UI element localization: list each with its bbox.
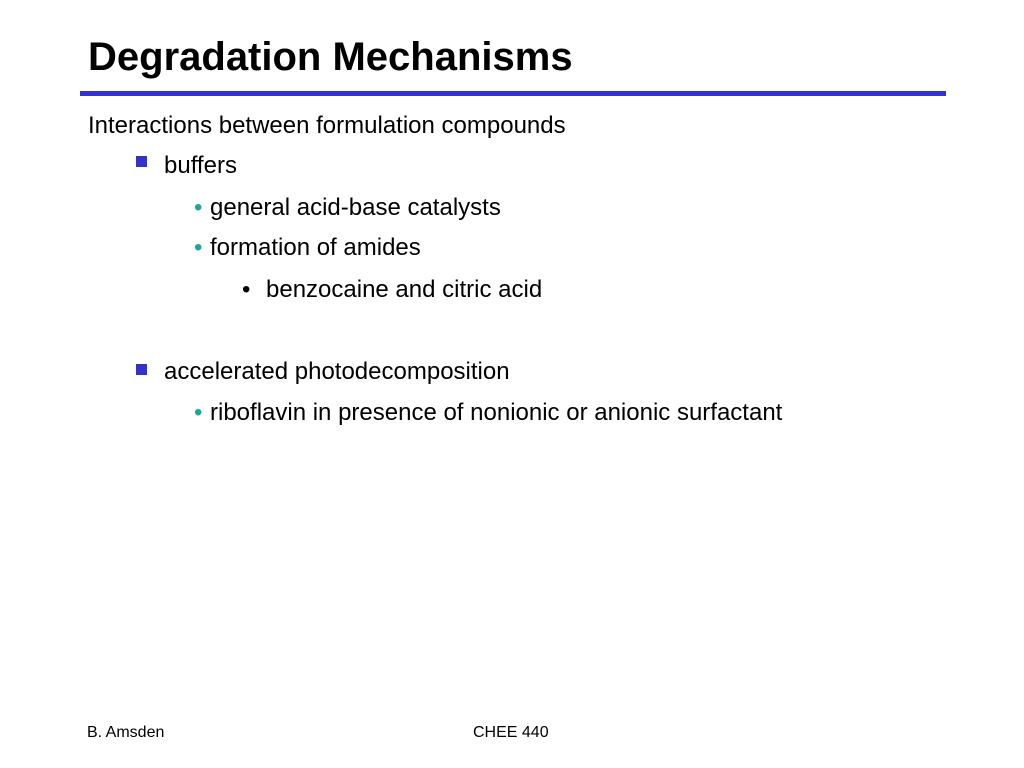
bullet-item-buffers: buffers: [164, 152, 237, 179]
subitem-acid-base: general acid-base catalysts: [210, 194, 501, 221]
dot-bullet-icon: •: [194, 399, 203, 426]
subitem-amides: formation of amides: [210, 234, 421, 261]
square-bullet-icon: [136, 364, 147, 375]
footer-course: CHEE 440: [473, 724, 549, 741]
subitem-riboflavin: riboflavin in presence of nonionic or anionic surfactant: [210, 399, 783, 426]
dot-bullet-icon: •: [194, 194, 203, 221]
footer-author: B. Amsden: [87, 724, 165, 741]
square-bullet-icon: [136, 156, 147, 167]
dot-bullet-icon: •: [242, 276, 251, 303]
dot-bullet-icon: •: [194, 234, 203, 261]
title-divider: [80, 91, 946, 96]
bullet-item-photodecomposition: accelerated photodecomposition: [164, 358, 510, 385]
intro-text: Interactions between formulation compounds: [88, 112, 566, 139]
subitem-benzocaine: benzocaine and citric acid: [266, 276, 543, 303]
slide-title: Degradation Mechanisms: [88, 35, 573, 79]
